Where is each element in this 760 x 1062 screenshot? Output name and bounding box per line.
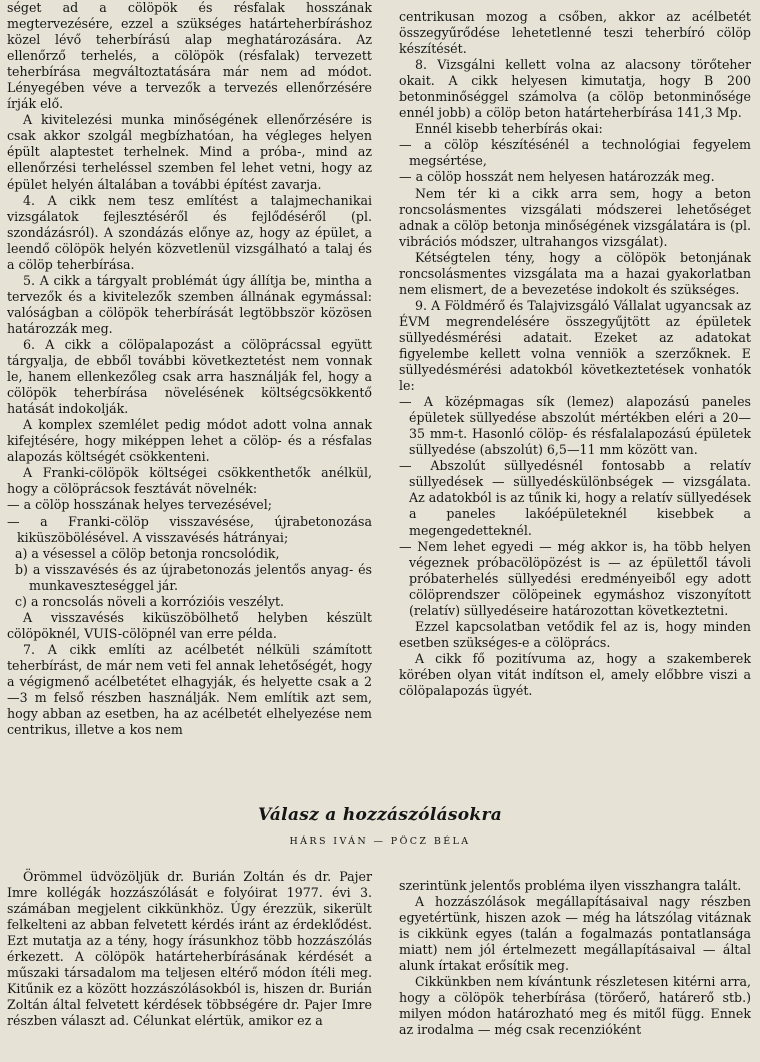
paragraph: A Franki-cölöpök költségei csökkenthetők anélkül, hogy a cölöprácsok fesztávát növelnék: xyxy=(7,465,372,497)
paragraph: 6. A cikk a cölöpalapozást a cölöprácssal együtt tárgyalja, de ebből további következtetést nem vonnak le, hanem ellenkezőleg csak arra használják fel, hogy a cölöpök teherbírása növelésének költségcsökkentő hatását indokolják. xyxy=(7,336,372,417)
article-column-top-left xyxy=(7,0,372,738)
paragraph: b) a visszavésés és az újrabetonozás jelentős anyag- és munkaveszteséggel jár. xyxy=(15,561,372,593)
paragraph: A hozzászólások megállapításaival nagy részben egyetértünk, hiszen azok — még ha látszólag vitáznak is cikkünk egyes (talán a fogalmazás pontatlansága miatt) nem jól értelmezett megállapításaival — által alunk írtakat erősítik meg. xyxy=(399,894,751,974)
paragraph: A komplex szemlélet pedig módot adott volna annak kifejtésére, hogy miképpen lehet a cölöp- és a résfalas alapozás költségét csökkenteni. xyxy=(7,417,372,465)
paragraph: 4. A cikk nem tesz említést a talajmechanikai vizsgálatok fejlesztéséről és fejlődéséről (pl. szondázásról). A szondázás előnye az, hogy az épület, a leendő cölöpök helyén közvetlenül vizsgálható a talaj és a cölöp teherbírása. xyxy=(7,192,372,272)
paragraph: 7. A cikk említi az acélbetét nélküli számított teherbírást, de már nem veti fel annak lehetőségét, hogy a végigmenő acélbetétet elhagyják, és helyette csak a 2—3 m felső részben használják. Nem említik azt sem, hogy abban az esetben, ha az acélbetét elhelyezése nem centrikus, illetve a kos nem xyxy=(7,641,372,738)
article-column-top-right xyxy=(399,9,751,699)
paragraph: 8. Vizsgálni kellett volna az alacsony törőteher okait. A cikk helyesen kimutatja, hogy B 200 betonminőséggel számolva (a cölöp betonminősége ennél jobb) a cölöp beton határteherbírása 141,3 Mp. xyxy=(399,57,751,121)
paragraph: Cikkünkben nem kívántunk részletesen kitérni arra, hogy a cölöpök teherbírása (törőerő, határerő stb.) milyen módon határozható meg és mitől függ. Ennek az irodalma — még csak recenzióként xyxy=(399,974,751,1038)
paragraph: A visszavésés kiküszöbölhető helyben készült cölöpöknél, VUIS-cölöpnél van erre példa. xyxy=(7,609,372,641)
paragraph: — a cölöp hosszát nem helyesen határozzák meg. xyxy=(399,169,715,185)
paragraph: Ezzel kapcsolatban vetődik fel az is, hogy minden esetben szükséges-e a cölöprács. xyxy=(399,618,751,650)
paragraph: — a Franki-cölöp visszavésése, újrabetonozása kiküszöbölésével. A visszavésés hátrányai; xyxy=(7,513,372,545)
paragraph: A kivitelezési munka minőségének ellenőrzésére is csak akkor szolgál megbízhatóan, ha végleges helyen épült alaptestet terhelnek. Mind a próba-, mind az ellenőrzési terheléssel szemben fel lehet vetni, hogy az épület helyén általában a további építést zavarja. xyxy=(7,112,372,192)
paragraph: 9. A Földmérő és Talajvizsgáló Vállalat ugyancsak az ÉVM megrendelésére összegyűjtött az épületek süllyedésmérési adatait. Ezeket az adatokat figyelembe kellett volna venniök a szerzőknek. E süllyedésmérési adatokból következtetések vonhatók le: xyxy=(399,297,751,394)
reply-column-left xyxy=(7,869,372,1029)
paragraph: c) a roncsolás növeli a korrózióis veszélyt. xyxy=(15,593,285,609)
paragraph: — Abszolút süllyedésnél fontosabb a relatív süllyedések — süllyedéskülönbségek — vizsgálata. Az adatokból is az tűnik ki, hogy a relatív süllyedések a paneles lakóépületeknél kisebbek a megengedetteknél. xyxy=(399,458,751,538)
paragraph: Nem tér ki a cikk arra sem, hogy a beton roncsolásmentes vizsgálati módszerei lehetőséget adnak a cölöp betonja minőségének vizsgálatára is (pl. vibrációs módszer, ultrahangos vizsgálat). xyxy=(399,185,751,249)
paragraph: Örömmel üdvözöljük dr. Burián Zoltán és dr. Pajer Imre kollégák hozzászólását e folyóirat 1977. évi 3. számában megjelent cikkünkhöz. Úgy érezzük, sikerült felkelteni az abban felvetett kérdés iránt az érdeklődést. Ezt mutatja az a tény, hogy írásunkhoz több hozzászólás érkezett. A cölöpök határteherbírásának kérdését a műszaki társadalom ma teljesen eltérő módon ítéli meg. Kitűnik ez a között hozzászólásokból is, hiszen dr. Burián Zoltán által felvetett kérdések többségére dr. Pajer Imre részben választ ad. Célunkat elértük, amikor ez a xyxy=(7,869,372,1029)
paragraph: szerintünk jelentős probléma ilyen visszhangra talált. xyxy=(399,878,742,893)
paragraph: a) a vésessel a cölöp betonja roncsolódik, xyxy=(15,545,280,561)
paragraph: Kétségtelen tény, hogy a cölöpök betonjának roncsolásmentes vizsgálata ma a hazai gyakorlatban nem elismert, de a bevezetése indokolt és szükséges. xyxy=(399,249,751,297)
paragraph: séget ad a cölöpök és résfalak hosszának megtervezésére, ezzel a szükséges határteherbíráshoz közel lévő teherbírású alap meghatározására. Az ellenőrző terhelés, a cölöpök (résfalak) tervezett teherbírása megváltoztatására már nem ad módot. Lényegében véve a tervezők a tervezés ellenőrzésére írják elő. xyxy=(7,0,372,112)
paragraph: — a cölöp készítésénél a technológiai fegyelem megsértése, xyxy=(399,137,751,169)
paragraph: — a cölöp hosszának helyes tervezésével; xyxy=(7,497,273,513)
paragraph: 5. A cikk a tárgyalt problémát úgy állítja be, mintha a tervezők és a kivitelezők szemben állnának egymással: valóságban a cölöpök teherbírását legtöbbször közösen határozzák meg. xyxy=(7,272,372,336)
paragraph: Ennél kisebb teherbírás okai: xyxy=(415,121,603,137)
reply-column-right xyxy=(399,878,751,1038)
reply-authors: HÁRS IVÁN — PÖCZ BÉLA xyxy=(289,836,471,847)
paragraph: — Nem lehet egyedi — még akkor is, ha több helyen végeznek próbacölöpözést is — az épülettől távoli próbaterhelés süllyedési eredményeiből egy adott cölöprendszer cölöpeinek egymáshoz viszonyított (relatív) süllyedéseire határozottan következtetni. xyxy=(399,538,751,618)
reply-heading: Válasz a hozzászólásokra xyxy=(257,805,503,825)
paragraph: — A középmagas sík (lemez) alapozású paneles épületek süllyedése abszolút mértékben eléri a 20—35 mm-t. Hasonló cölöp- és résfalalapozású épületek süllyedése (abszolút) 6,5—11 mm között van. xyxy=(399,394,751,458)
paragraph: A cikk fő pozitívuma az, hogy a szakemberek körében olyan vitát indítson el, amely előbbre viszi a cölöpalapozás ügyét. xyxy=(399,650,751,698)
paragraph: centrikusan mozog a csőben, akkor az acélbetét összegyűrődése lehetetlenné teszi teherbíró cölöp készítését. xyxy=(399,9,751,57)
